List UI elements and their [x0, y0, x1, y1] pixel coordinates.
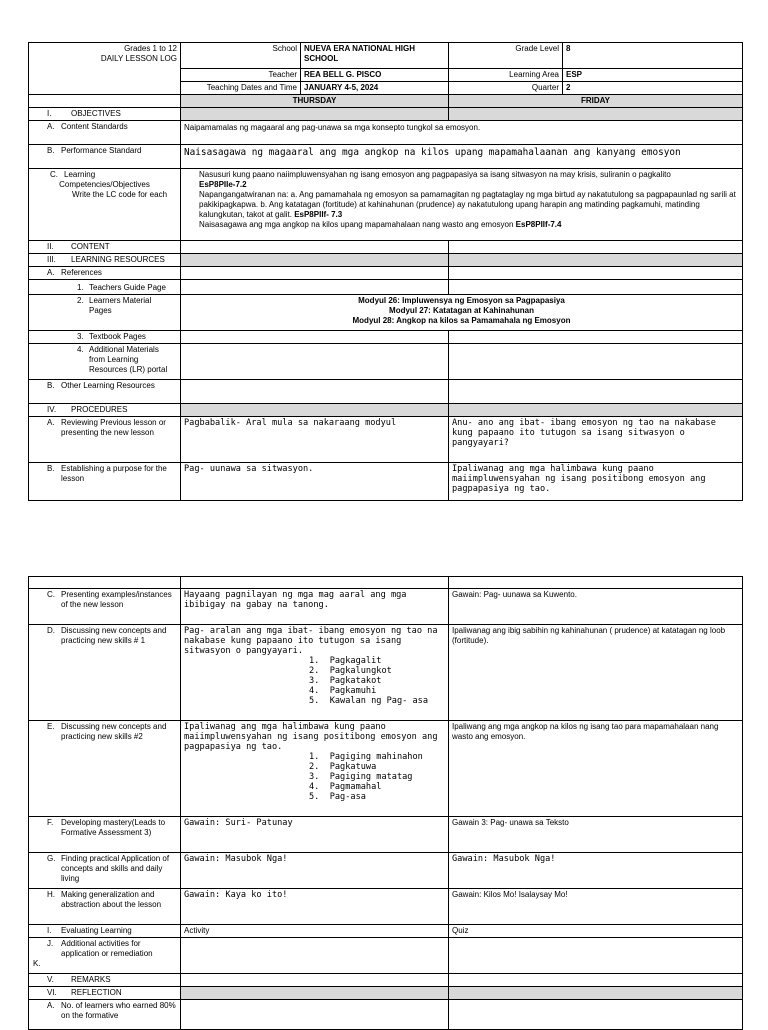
quarter-value: 2 — [563, 82, 743, 95]
item-letter: B. — [47, 464, 55, 473]
module-26: Modyul 26: Impluwensya ng Emosyon sa Pagpapasiya — [358, 296, 565, 305]
section-reflection — [29, 987, 181, 1000]
references-thursday — [181, 267, 449, 280]
item-label-line3: Write the LC code for each — [72, 190, 168, 199]
procedure-g-label — [29, 853, 181, 889]
section-label: CONTENT — [71, 242, 110, 251]
blank-cell — [449, 577, 743, 589]
references-label — [29, 267, 181, 280]
procedure-f-thursday: Gawain: Suri- Patunay — [181, 817, 449, 853]
item-letter: A. — [47, 418, 55, 427]
procedure-k-letter: K. — [33, 959, 41, 968]
procedure-h-label — [29, 889, 181, 925]
item-letter: J. — [47, 939, 54, 948]
module-27: Modyul 27: Katatagan at Kahinahunan — [389, 306, 534, 315]
procedure-d-label — [29, 625, 181, 721]
learning-area-value: ESP — [563, 69, 743, 82]
procedure-e-thursday — [181, 721, 449, 817]
teacher-value: REA BELL G. PISCO — [301, 69, 449, 82]
log-title-line2: DAILY LESSON LOG — [100, 54, 177, 63]
section-remarks — [29, 974, 181, 987]
teacher-label: Teacher — [181, 69, 301, 82]
section-number: I. — [47, 109, 52, 118]
list-item: 1. Pagiging mahinahon — [309, 752, 423, 762]
item-label: Additional activities for application or remediation — [61, 939, 153, 958]
additional-materials-friday — [449, 344, 743, 380]
item-label: Establishing a purpose for the lesson — [61, 464, 167, 483]
item-letter: H. — [47, 890, 55, 899]
list-item: 4. Pagkamuhi — [309, 686, 377, 696]
content-standards-label — [29, 121, 181, 145]
procedure-d-text: Pag- aralan ang mga ibat- ibang emosyon ng tao na nakabase kung papaano ito tutugon sa isang sitwasyon o pangyayari. — [184, 626, 438, 656]
learners-material-label — [29, 295, 181, 331]
textbook-thursday — [181, 331, 449, 344]
other-resources-thursday — [181, 380, 449, 404]
item-label: Teachers Guide Page — [89, 283, 166, 292]
reflection-a-friday — [449, 1000, 743, 1030]
item-label: Evaluating Learning — [61, 926, 132, 935]
item-label: References — [61, 268, 102, 277]
section-label: REFLECTION — [71, 988, 122, 997]
procedure-i-thursday: Activity — [181, 925, 449, 938]
item-number: 1. — [77, 283, 84, 292]
procedure-e-text: Ipaliwanag ang mga halimbawa kung paano maiimpluwensyahan ng isang positibong emosyon ang pagpapasiya ng tao. — [184, 722, 438, 752]
procedure-a-thursday: Pagbabalik- Aral mula sa nakaraang modyul — [181, 417, 449, 463]
item-label-line2: Competencies/Objectives — [59, 180, 150, 189]
item-number: 2. — [77, 296, 84, 305]
item-number: 3. — [77, 332, 84, 341]
learners-material-modules — [181, 295, 743, 331]
competency-code-2: EsP8PIIf- 7.3 — [294, 210, 343, 219]
gray-cell — [181, 987, 449, 1000]
quarter-label: Quarter — [449, 82, 563, 95]
item-letter: D. — [47, 626, 55, 635]
blank-cell — [181, 577, 449, 589]
section-label: LEARNING RESOURCES — [71, 255, 165, 264]
procedure-e-label — [29, 721, 181, 817]
grade-level-value: 8 — [563, 43, 743, 69]
textbook-friday — [449, 331, 743, 344]
item-label-line2: Pages — [89, 306, 112, 315]
section-number: II. — [47, 242, 54, 251]
list-item: 5. Pag-asa — [309, 792, 366, 802]
section-number: V. — [47, 975, 54, 984]
additional-materials-thursday — [181, 344, 449, 380]
grade-level-label: Grade Level — [449, 43, 563, 69]
item-letter: F. — [47, 818, 54, 827]
section-number: IV. — [47, 405, 57, 414]
learning-area-label: Learning Area — [449, 69, 563, 82]
school-value: NUEVA ERA NATIONAL HIGH SCHOOL — [301, 43, 449, 69]
day-header-friday: FRIDAY — [449, 95, 743, 108]
gray-cell — [449, 404, 743, 417]
list-item: 3. Pagkatakot — [309, 676, 382, 686]
list-item: 4. Pagmamahal — [309, 782, 382, 792]
list-item: 1. Pagkagalit — [309, 656, 382, 666]
references-friday — [449, 267, 743, 280]
item-label: Content Standards — [61, 122, 128, 131]
list-item: 5. Kawalan ng Pag- asa — [309, 696, 429, 706]
item-label: Discussing new concepts and practicing new skills #2 — [61, 722, 167, 741]
competency-code-1: EsP8PIIe-7.2 — [199, 180, 247, 189]
list-item-text: Pagiging mahinahon — [329, 752, 423, 762]
gray-cell — [449, 987, 743, 1000]
procedure-f-friday: Gawain 3: Pag- unawa sa Teksto — [449, 817, 743, 853]
section-procedures — [29, 404, 181, 417]
procedure-b-friday: Ipaliwanag ang mga halimbawa kung paano maiimpluwensyahan ng isang positibong emosyon ang pagpapasiya ng tao. — [449, 463, 743, 501]
module-28: Modyul 28: Angkop na kilos sa Pamamahala ng Emosyon — [352, 316, 571, 325]
reflection-a-label — [29, 1000, 181, 1030]
item-letter: C. — [47, 590, 55, 599]
log-title-line1: Grades 1 to 12 — [124, 44, 177, 53]
list-item: 3. Pagiging matatag — [309, 772, 413, 782]
item-label-line2: from Learning — [89, 355, 139, 364]
item-label: Additional Materials — [89, 345, 159, 354]
procedure-h-friday: Gawain: Kilos Mo! Isalaysay Mo! — [449, 889, 743, 925]
item-letter: I. — [47, 926, 52, 935]
list-item-text: Pagkagalit — [329, 656, 382, 666]
reflection-a-thursday — [181, 1000, 449, 1030]
content-standards-text: Naipamamalas ng magaaral ang pag-unawa sa mga konsepto tungkol sa emosyon. — [181, 121, 743, 145]
item-letter: C. — [50, 170, 58, 179]
section-learning-resources — [29, 254, 181, 267]
other-resources-label — [29, 380, 181, 404]
content-thursday — [181, 241, 449, 254]
item-letter: G. — [47, 854, 56, 863]
lesson-log-table-page2 — [28, 576, 743, 1030]
item-letter: E. — [47, 722, 55, 731]
procedure-b-thursday: Pag- uunawa sa sitwasyon. — [181, 463, 449, 501]
competencies-label — [29, 169, 181, 241]
item-label: Learners Material — [89, 296, 152, 305]
procedure-a-label — [29, 417, 181, 463]
list-item-text: Pag-asa — [329, 792, 366, 802]
item-label: Other Learning Resources — [61, 381, 155, 390]
procedure-c-friday: Gawain: Pag- uunawa sa Kuwento. — [449, 589, 743, 625]
procedure-j-label — [29, 938, 181, 974]
positive-emotion-list — [184, 752, 445, 802]
item-label: Developing mastery(Leads to Formative Assessment 3) — [61, 818, 166, 837]
item-label: Textbook Pages — [89, 332, 146, 341]
textbook-pages-label — [29, 331, 181, 344]
blank-cell — [29, 577, 181, 589]
item-letter: A. — [47, 1001, 55, 1010]
section-label: PROCEDURES — [71, 405, 128, 414]
procedure-c-thursday: Hayaang pagnilayan ng mga mag aaral ang mga ibibigay na gabay na tanong. — [181, 589, 449, 625]
list-item-text: Pagkatakot — [329, 676, 382, 686]
section-content — [29, 241, 181, 254]
item-letter: A. — [47, 268, 55, 277]
item-letter: A. — [47, 122, 55, 131]
procedure-d-thursday — [181, 625, 449, 721]
day-header-thursday: THURSDAY — [181, 95, 449, 108]
teaching-dates-value: JANUARY 4-5, 2024 — [301, 82, 449, 95]
procedure-i-label — [29, 925, 181, 938]
content-friday — [449, 241, 743, 254]
gray-cell — [449, 254, 743, 267]
procedure-g-friday: Gawain: Masubok Nga! — [449, 853, 743, 889]
item-label: Reviewing Previous lesson or presenting the new lesson — [61, 418, 166, 437]
procedure-g-thursday: Gawain: Masubok Nga! — [181, 853, 449, 889]
competency-2: Napangangatwiranan na: a. Ang pamamahala ng emosyon sa pamamagitan ng pagtataglay ng mga birtud ay nakatutulong sa pagpapaunlad ng sarili at pakikipagkapwa. b. Ang katatagan (fortitude) at kahinahunan (prudence) ay nakatutulong upang harapin ang matinding pagkamuhi, matinding kalungkutan, takot at galit. — [199, 190, 736, 219]
procedure-c-label — [29, 589, 181, 625]
procedure-b-label — [29, 463, 181, 501]
performance-standard-label — [29, 145, 181, 169]
item-label: Discussing new concepts and practicing new skills # 1 — [61, 626, 167, 645]
lesson-log-table-page1 — [28, 42, 743, 501]
competencies-text — [181, 169, 743, 241]
list-item-text: Pagmamahal — [329, 782, 382, 792]
list-item: 2. Pagkalungkot — [309, 666, 392, 676]
gray-cell — [181, 404, 449, 417]
list-item-text: Kawalan ng Pag- asa — [329, 696, 429, 706]
other-resources-friday — [449, 380, 743, 404]
procedure-j-thursday — [181, 938, 449, 974]
competency-1: Nasusuri kung paano naiimpluwensyahan ng isang emosyon ang pagpapasiya sa isang sitwasyon na may krisis, suliranin o pagkalito — [199, 170, 671, 179]
section-number: III. — [47, 255, 56, 264]
section-number: VI. — [47, 988, 57, 997]
performance-standard-text: Naisasagawa ng magaaral ang mga angkop na kilos upang mapamahalaanan ang kanyang emosyon — [181, 145, 743, 169]
item-label: Finding practical Application of concepts and skills and daily living — [61, 854, 170, 883]
competency-3: Naisasagawa ang mga angkop na kilos upang mapamahalaan nang wasto ang emosyon — [199, 220, 514, 229]
teachers-guide-thursday — [181, 280, 449, 295]
list-item-text: Pagkalungkot — [329, 666, 392, 676]
list-item-text: Pagiging matatag — [329, 772, 413, 782]
additional-materials-label — [29, 344, 181, 380]
item-letter: B. — [47, 146, 55, 155]
remarks-friday — [449, 974, 743, 987]
procedure-e-friday: Ipaliwang ang mga angkop na kilos ng isang tao para mapamahalaan nang wasto ang emosyon. — [449, 721, 743, 817]
procedure-a-friday: Anu- ano ang ibat- ibang emosyon ng tao na nakabase kung papaano ito tutugon sa isang sitwasyon o pangyayari? — [449, 417, 743, 463]
section-objectives — [29, 108, 181, 121]
item-label: Making generalization and abstraction about the lesson — [61, 890, 162, 909]
procedure-d-friday: Ipaliwanag ang ibig sabihin ng kahinahunan ( prudence) at katatagan ng loob (fortitude). — [449, 625, 743, 721]
item-label: Presenting examples/instances of the new lesson — [61, 590, 172, 609]
list-item-text: Pagkatuwa — [329, 762, 377, 772]
procedure-j-friday — [449, 938, 743, 974]
remarks-thursday — [181, 974, 449, 987]
gray-cell — [449, 108, 743, 121]
item-letter: B. — [47, 381, 55, 390]
emotion-list — [184, 656, 445, 706]
gray-cell — [181, 108, 449, 121]
item-label-line3: Resources (LR) portal — [89, 365, 168, 374]
gray-cell — [181, 254, 449, 267]
competency-code-3: EsP8PIIf-7.4 — [515, 220, 562, 229]
day-header-blank — [29, 95, 181, 108]
procedure-i-friday: Quiz — [449, 925, 743, 938]
list-item-text: Pagkamuhi — [329, 686, 377, 696]
teachers-guide-friday — [449, 280, 743, 295]
section-label: REMARKS — [71, 975, 111, 984]
item-label: No. of learners who earned 80% on the formative — [61, 1001, 176, 1020]
procedure-f-label — [29, 817, 181, 853]
item-label: Performance Standard — [61, 146, 142, 155]
school-label: School — [181, 43, 301, 69]
item-number: 4. — [77, 345, 84, 354]
procedure-h-thursday: Gawain: Kaya ko ito! — [181, 889, 449, 925]
item-label: Learning — [64, 170, 96, 179]
log-title — [29, 43, 181, 95]
section-label: OBJECTIVES — [71, 109, 121, 118]
list-item: 2. Pagkatuwa — [309, 762, 377, 772]
teachers-guide-label — [29, 280, 181, 295]
teaching-dates-label: Teaching Dates and Time — [181, 82, 301, 95]
